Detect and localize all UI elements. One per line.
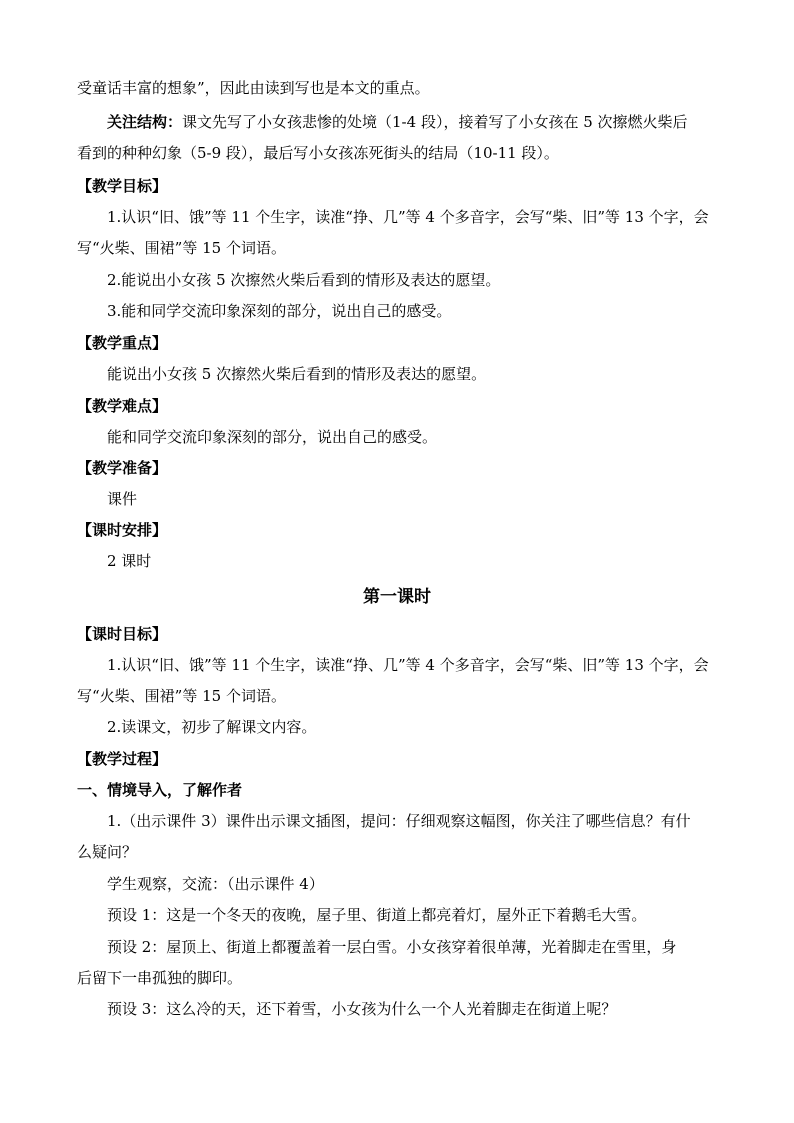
heading-schedule: 【课时安排】 — [77, 521, 168, 539]
heading-difficulties: 【教学难点】 — [77, 397, 168, 415]
heading-preparation: 【教学准备】 — [77, 459, 168, 477]
lesson-goal-item: 1.认识“旧、饿”等 11 个生字，读准“挣、几”等 4 个多音字，会写“柴、旧”等 13 个字，会 — [107, 656, 709, 674]
goal-item: 1.认识“旧、饿”等 11 个生字，读准“挣、几”等 4 个多音字，会写“柴、旧”等 13 个字，会 — [107, 208, 709, 226]
structure-text: 课文先写了小女孩悲惨的处境（1-4 段），接着写了小女孩在 5 次擦燃火柴后 — [182, 113, 688, 131]
key-points-text: 能说出小女孩 5 次擦然火柴后看到的情形及表达的愿望。 — [107, 365, 487, 383]
process-paragraph: 预设 1：这是一个冬天的夜晚，屋子里、街道上都亮着灯，屋外正下着鹅毛大雪。 — [107, 906, 647, 924]
goal-item-continued: 写“火柴、围裙”等 15 个词语。 — [77, 239, 286, 257]
structure-paragraph — [107, 112, 688, 132]
difficulties-text: 能和同学交流印象深刻的部分，说出自己的感受。 — [107, 428, 438, 446]
goal-item: 2.能说出小女孩 5 次擦然火柴后看到的情形及表达的愿望。 — [107, 271, 501, 289]
heading-process: 【教学过程】 — [77, 750, 168, 768]
goal-item: 3.能和同学交流印象深刻的部分，说出自己的感受。 — [107, 302, 452, 320]
heading-key-points: 【教学重点】 — [77, 334, 168, 352]
step-heading: 一、情境导入，了解作者 — [77, 781, 243, 799]
process-paragraph-continued: 后留下一串孤独的脚印。 — [77, 969, 243, 987]
process-paragraph-continued: 么疑问？ — [77, 843, 138, 861]
structure-label: 关注结构： — [107, 113, 183, 131]
paragraph-line: 看到的种种幻象（5-9 段），最后写小女孩冻死街头的结局（10-11 段）。 — [77, 144, 559, 162]
process-paragraph: 预设 3：这么冷的天，还下着雪，小女孩为什么一个人光着脚走在街道上呢？ — [107, 1000, 617, 1018]
process-paragraph: 学生观察，交流：（出示课件 4） — [107, 875, 324, 893]
schedule-text: 2 课时 — [107, 552, 152, 570]
heading-lesson-goals: 【课时目标】 — [77, 625, 168, 643]
lesson-goal-item: 2.读课文，初步了解课文内容。 — [107, 718, 317, 736]
lesson-goal-item-continued: 写“火柴、围裙”等 15 个词语。 — [77, 687, 286, 705]
paragraph-line: 受童话丰富的想象”，因此由读到写也是本文的重点。 — [77, 79, 430, 97]
preparation-text: 课件 — [107, 490, 138, 508]
process-paragraph: 预设 2：屋顶上、街道上都覆盖着一层白雪。小女孩穿着很单薄，光着脚走在雪里，身 — [107, 938, 677, 956]
section-title: 第一课时 — [363, 587, 431, 607]
heading-teaching-goals: 【教学目标】 — [77, 177, 168, 195]
process-paragraph: 1.（出示课件 3）课件出示课文插图，提问：仔细观察这幅图，你关注了哪些信息？有什 — [107, 812, 691, 830]
